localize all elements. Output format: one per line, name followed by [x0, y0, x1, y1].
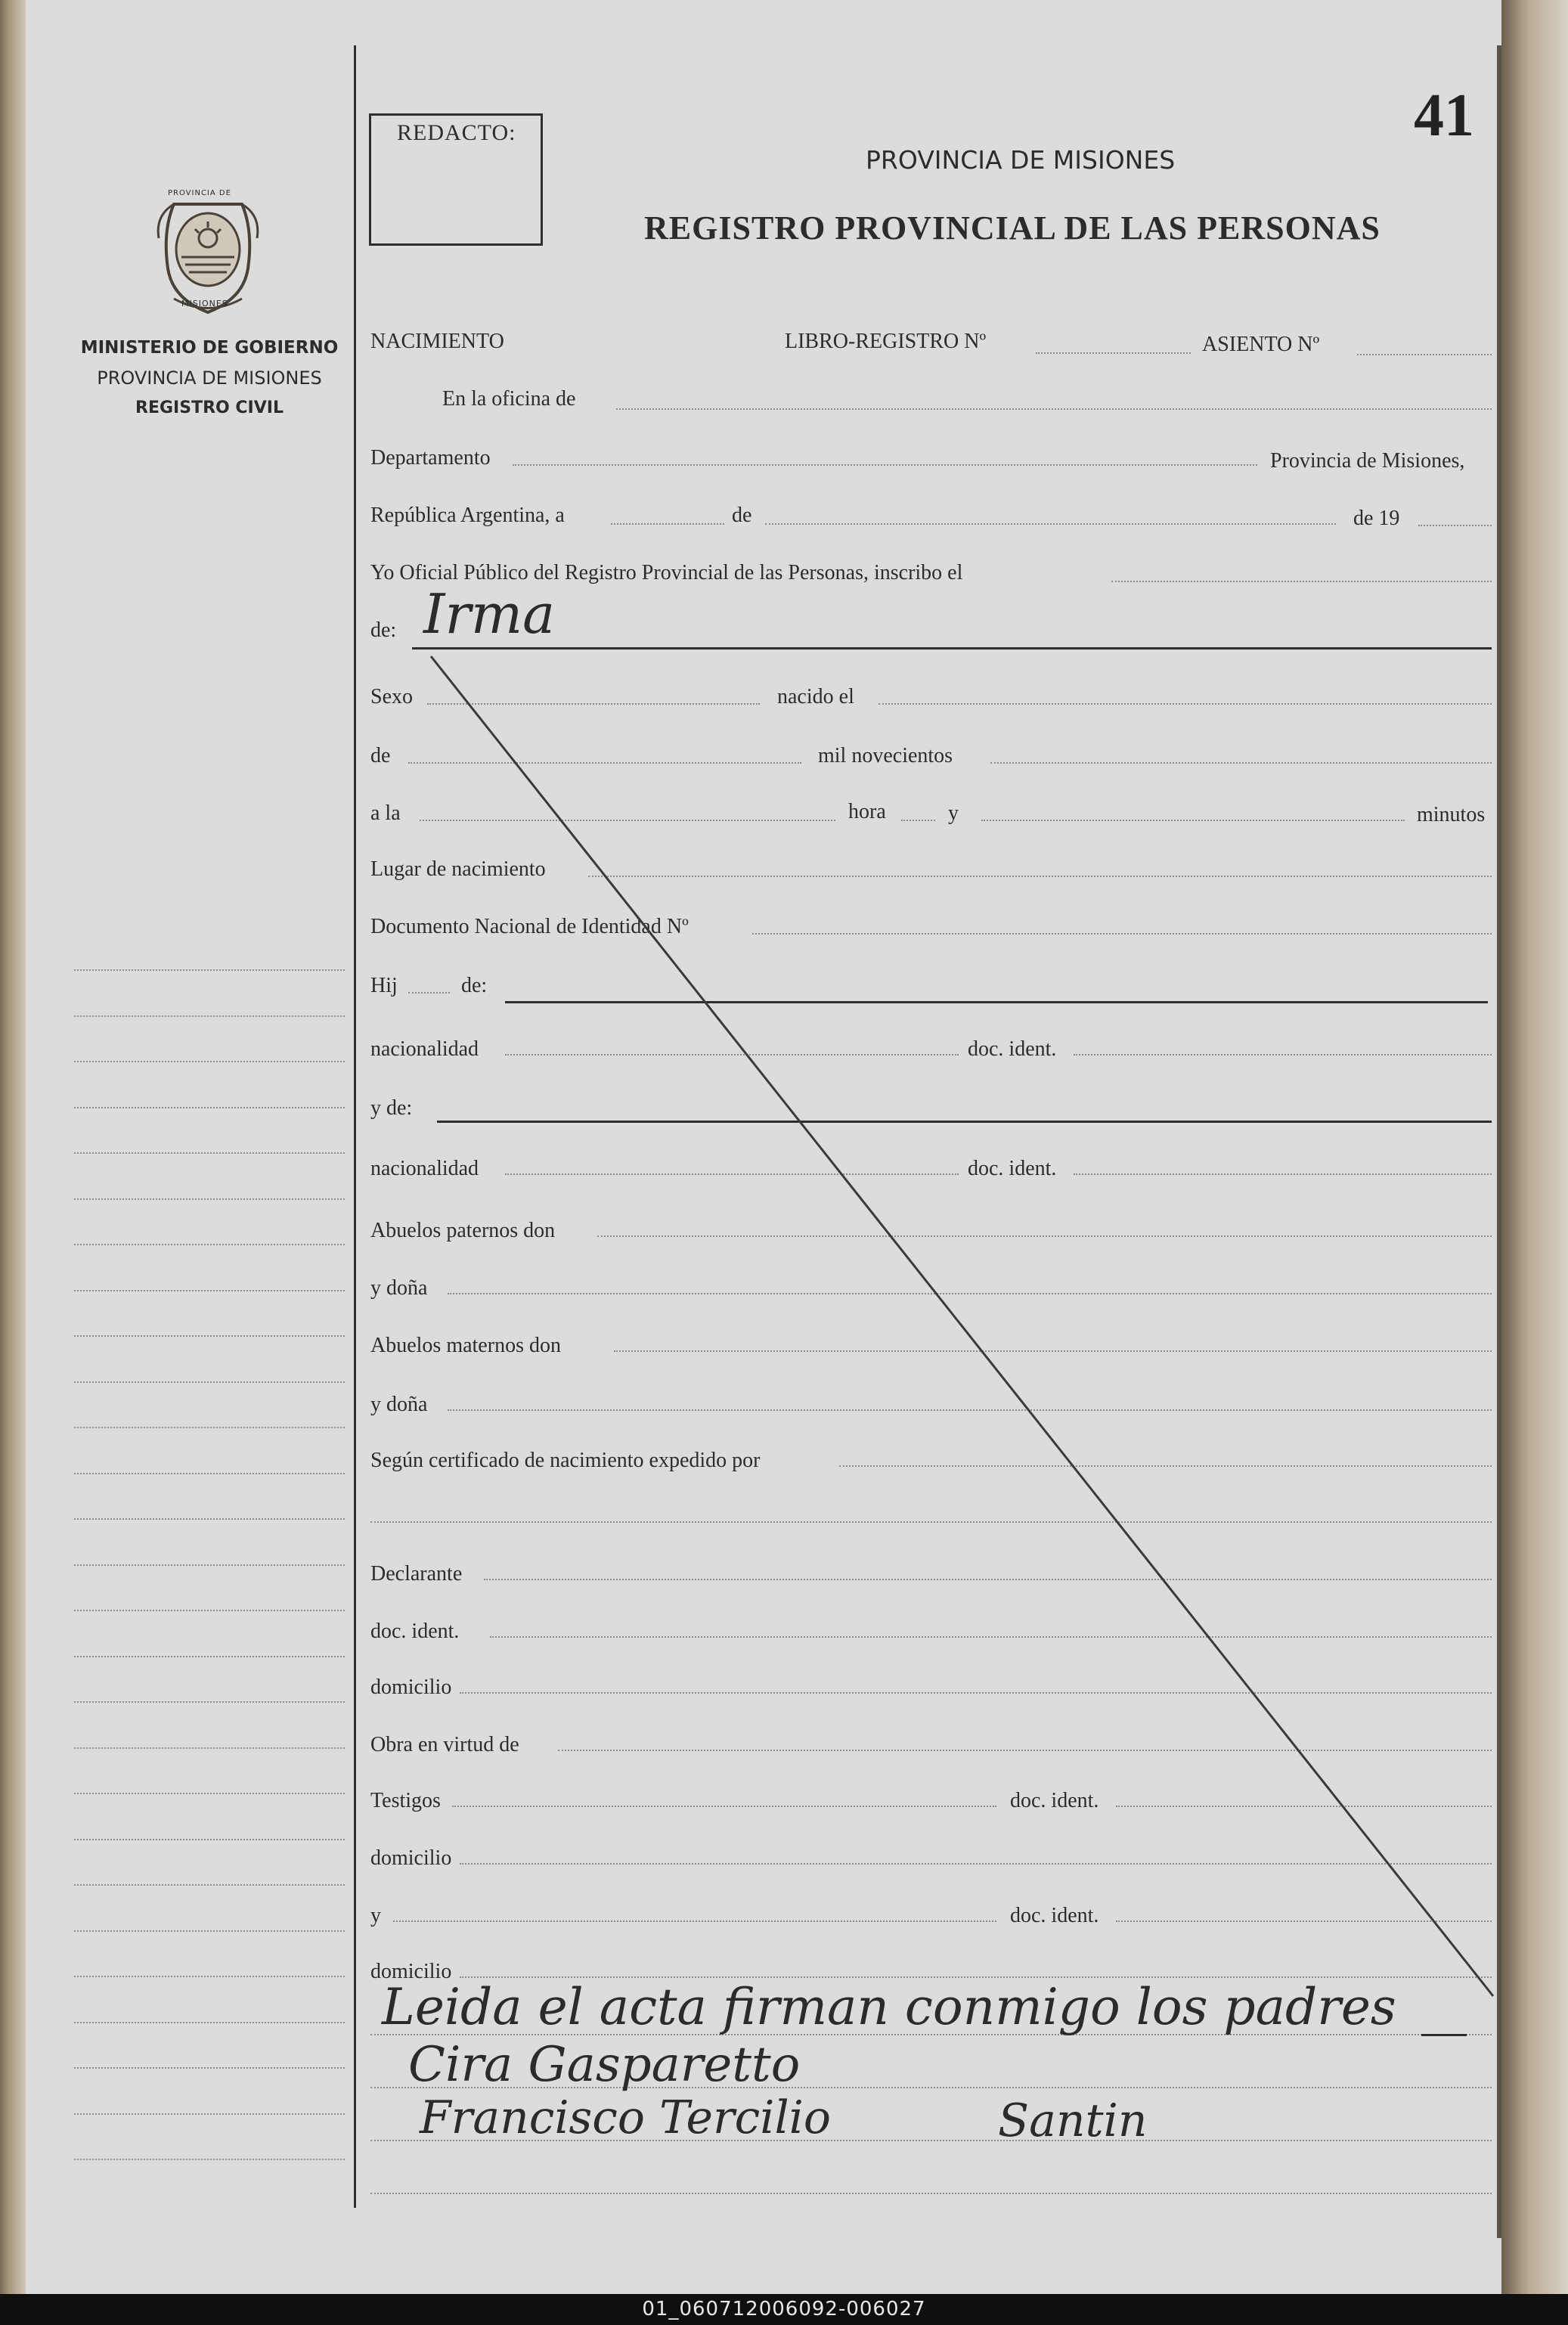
ministry-line-3: REGISTRO CIVIL [135, 398, 284, 417]
label-domicilio-3: domicilio [370, 1960, 452, 1983]
redacto-label: REDACTO: [397, 120, 516, 145]
label-a-la: a la [370, 801, 401, 825]
label-y-de-madre: y de: [370, 1096, 413, 1120]
handwritten-signature-2-first: Francisco Tercilio [420, 2091, 831, 2144]
label-y-hora: y [948, 801, 959, 825]
label-segun-certificado: Según certificado de nacimiento expedido por [370, 1449, 761, 1472]
label-de-19: de 19 [1353, 507, 1400, 530]
label-documento-nacional: Documento Nacional de Identidad Nº [370, 915, 689, 938]
label-abuelos-paternos: Abuelos paternos don [370, 1219, 556, 1242]
label-obra-en-virtud: Obra en virtud de [370, 1733, 519, 1756]
registry-title: REGISTRO PROVINCIAL DE LAS PERSONAS [644, 209, 1381, 246]
label-hij: Hij [370, 974, 398, 997]
label-domicilio-1: domicilio [370, 1676, 452, 1699]
label-nacido-el: nacido el [777, 685, 854, 708]
label-minutos: minutos [1417, 803, 1486, 826]
label-de-fecha: de [370, 744, 391, 767]
label-abuelos-maternos: Abuelos maternos don [370, 1334, 561, 1357]
label-doc-ident-4: doc. ident. [1010, 1789, 1099, 1812]
label-doc-ident-5: doc. ident. [1010, 1904, 1099, 1927]
handwritten-signature-2-last: Santin [998, 2094, 1148, 2147]
label-domicilio-2: domicilio [370, 1846, 452, 1870]
label-declarante: Declarante [370, 1562, 463, 1586]
seal-text-top: PROVINCIA DE [168, 189, 231, 197]
label-libro-registro: LIBRO-REGISTRO Nº [785, 330, 987, 353]
seal-text-bottom: MISIONES [181, 299, 228, 308]
label-y-dona-1: y doña [370, 1276, 428, 1300]
label-yo-oficial: Yo Oficial Público del Registro Provincial de las Personas, inscribo el [370, 561, 963, 584]
closing-underline [1421, 2034, 1467, 2036]
book-cover-strip [1501, 0, 1568, 2294]
label-asiento: ASIENTO Nº [1202, 333, 1320, 356]
handwritten-closing: Leida el acta firman conmigo los padres [382, 1978, 1396, 2036]
label-sexo: Sexo [370, 685, 413, 708]
label-doc-ident-1: doc. ident. [968, 1037, 1057, 1061]
page-number: 41 [1414, 82, 1474, 149]
label-provincia-misiones: Provincia de Misiones, [1270, 449, 1465, 473]
handwritten-name: Irma [423, 582, 556, 646]
province-title: PROVINCIA DE MISIONES [866, 145, 1176, 175]
label-hora: hora [848, 800, 886, 823]
label-testigos: Testigos [370, 1789, 441, 1812]
label-doc-ident-2: doc. ident. [968, 1157, 1057, 1180]
label-nacimiento: NACIMIENTO [370, 330, 504, 353]
label-de-mes: de [732, 504, 752, 527]
label-de-padre: de: [461, 974, 488, 997]
label-y-dona-2: y doña [370, 1393, 428, 1416]
file-id-bar: 01_060712006092-006027 [0, 2294, 1568, 2325]
ministry-line-2: PROVINCIA DE MISIONES [97, 367, 322, 389]
label-y-testigo-2: y [370, 1904, 381, 1927]
label-en-la-oficina: En la oficina de [442, 387, 576, 411]
label-nacionalidad-1: nacionalidad [370, 1037, 479, 1061]
label-de-nombre: de: [370, 618, 397, 642]
label-mil-novecientos: mil novecientos [818, 744, 953, 767]
label-nacionalidad-2: nacionalidad [370, 1157, 479, 1180]
label-doc-ident-3: doc. ident. [370, 1620, 460, 1643]
label-republica: República Argentina, a [370, 504, 565, 527]
handwritten-signature-1: Cira Gasparetto [408, 2037, 801, 2093]
ministry-line-1: MINISTERIO DE GOBIERNO [80, 338, 339, 358]
label-departamento: Departamento [370, 446, 491, 470]
label-lugar-nacimiento: Lugar de nacimiento [370, 857, 546, 881]
